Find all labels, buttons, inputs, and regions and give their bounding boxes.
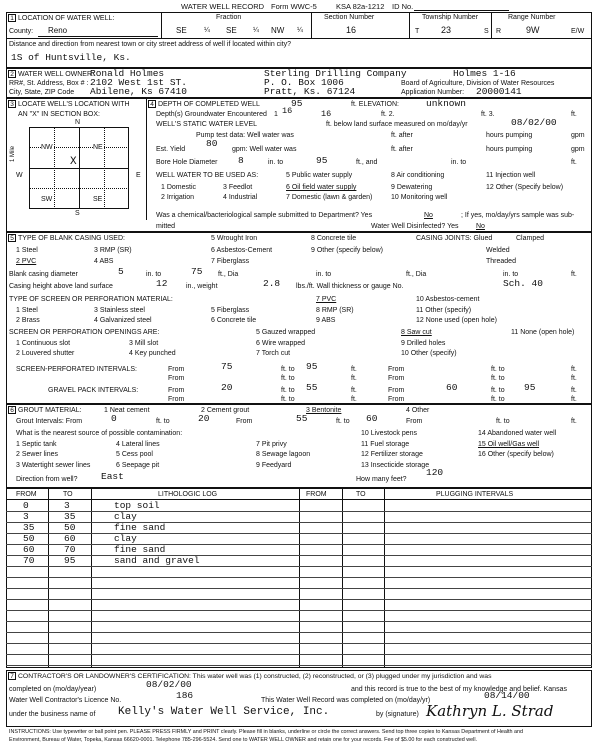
board-label: Board of Agriculture, Division of Water Resources <box>401 80 555 87</box>
static-level-mid: ft. below land surface measured on mo/day/yr <box>326 121 468 128</box>
casing-wrought-iron: 5 Wrought Iron <box>211 235 258 242</box>
form-number: Form WWC-5 <box>271 2 317 11</box>
address-label: RR#, St. Address, Box # : <box>9 80 89 87</box>
gravel-from-4-label: From <box>388 396 405 403</box>
casing-diam-value: 5 <box>118 266 124 277</box>
disinfected-label: Water Well Disinfected? Yes <box>371 223 459 230</box>
address-value: 2102 West 1st ST. <box>90 77 187 88</box>
opening-torch: 7 Torch cut <box>256 350 291 357</box>
quadrant-nw: NW <box>41 144 53 151</box>
casing-weight-value: 2.8 <box>263 278 281 289</box>
grout-to-2: 60 <box>366 413 378 424</box>
license-label: Water Well Contractor's Licence No. <box>9 697 122 704</box>
opening-wire: 6 Wire wrapped <box>256 340 306 347</box>
gravel-to-4-label: ft. to <box>491 396 505 403</box>
casing-concrete: 8 Concrete tile <box>311 235 357 242</box>
casing-dia-2: ft., Dia <box>406 271 427 278</box>
casing-asbestos: 6 Asbestos-Cement <box>211 247 273 254</box>
yield-value: 80 <box>206 138 218 149</box>
certification-text: CONTRACTOR'S OR LANDOWNER'S CERTIFICATION: This water well was (1) constructed, (2) reconstructed, or (3) plugged under my jurisdiction and was <box>18 673 492 680</box>
groundwater-1-label: 1 <box>274 111 278 118</box>
contam-insecticide: 13 Insecticide storage <box>361 462 430 469</box>
groundwater-3-label: ft. 3. <box>481 111 495 118</box>
disinfected-no: No <box>476 223 485 230</box>
compass-w: W <box>16 172 23 179</box>
screen-fiberglass: 5 Fiberglass <box>211 307 250 314</box>
gravel-ft-4: ft. <box>571 396 577 403</box>
owner-2-value: Sterling Drilling Company <box>264 68 407 79</box>
grout-other: 4 Other <box>406 407 430 414</box>
signature-label: by (signature) <box>376 711 419 718</box>
perf-to-4-label: ft. to <box>491 375 505 382</box>
plug-header-from: FROM <box>306 491 327 498</box>
form-title: WATER WELL RECORD <box>181 2 265 11</box>
township-s: S <box>484 28 489 35</box>
casing-height-value: 12 <box>156 278 168 289</box>
grout-to-3-label: ft. to <box>496 418 510 425</box>
perf-from-2-label: From <box>388 366 405 373</box>
bore-in-to: in. to <box>268 159 284 166</box>
grout-from-3-label: From <box>406 418 423 425</box>
contam-watertight-sewer: 3 Watertight sewer lines <box>16 462 91 469</box>
opening-louvered: 2 Louvered shutter <box>16 350 75 357</box>
certification-text-2: and this record is true to the best of my knowledge and belief. Kansas <box>351 686 567 693</box>
fraction-2: SE <box>226 26 237 35</box>
opening-key-punched: 4 Key punched <box>129 350 176 357</box>
opening-saw-cut-selected: 8 Saw cut <box>401 329 432 336</box>
contam-seepage: 6 Seepage pit <box>116 462 160 469</box>
license-number: 186 <box>176 690 194 701</box>
bore-ft: ft. <box>571 159 577 166</box>
casing-diam-label: Blank casing diameter <box>9 271 78 278</box>
application-number: 20000141 <box>476 86 522 97</box>
perf-ft-2: ft. <box>571 366 577 373</box>
section-6-number: 6 <box>8 406 16 414</box>
use-dewatering: 9 Dewatering <box>391 184 433 191</box>
howmany-value: 120 <box>426 467 444 478</box>
log-cell-from: 0 <box>23 500 29 511</box>
use-lawn-garden: 7 Domestic (lawn & garden) <box>286 194 373 201</box>
log-cell-desc: fine sand <box>114 544 166 555</box>
signature: Kathryn L. Strad <box>426 702 554 720</box>
casing-dia-1: ft., Dia <box>218 271 239 278</box>
casing-weight-label: in., weight <box>186 283 218 290</box>
log-cell-desc: sand and gravel <box>114 555 200 566</box>
yield-gpm: gpm <box>571 146 585 153</box>
elevation-label: ft. ELEVATION: <box>351 101 399 108</box>
use-label: WELL WATER TO BE USED AS: <box>156 172 259 179</box>
gravel-to-3-label: ft. to <box>281 396 295 403</box>
groundwater-ft: ft. <box>571 111 577 118</box>
direction-value: East <box>101 471 124 482</box>
joints-label: CASING JOINTS: Glued <box>416 235 493 242</box>
application-label: Application Number: <box>401 89 465 96</box>
casing-steel: 1 Steel <box>16 247 38 254</box>
opening-continuous: 1 Continuous slot <box>16 340 71 347</box>
business-label: under the business name of <box>9 711 96 718</box>
gravel-to-2-label: ft. to <box>491 387 505 394</box>
grout-intervals-label: Grout Intervals: From <box>16 418 83 425</box>
joints-welded: Welded <box>486 247 510 254</box>
section-number: 16 <box>346 25 357 35</box>
joints-threaded: Threaded <box>486 258 516 265</box>
lease-name: Holmes 1-16 <box>453 68 516 79</box>
gravel-to-1: 55 <box>306 382 318 393</box>
contam-other: 16 Other (specify below) <box>478 451 554 458</box>
log-cell-from: 3 <box>23 511 29 522</box>
gravel-intervals-label: GRAVEL PACK INTERVALS: <box>48 387 139 394</box>
perf-to-label: ft. to <box>281 366 295 373</box>
locate-label: LOCATE WELL'S LOCATION WITH <box>18 101 130 108</box>
instructions-line-2: Environment, Bureau of Water, Topeka, Kansas 66620-0001. Telephone 785-296-5524. Send one to WATER WELL OWNER and retain one for your records. Fee of $5.00 for each constructed well. <box>9 737 478 743</box>
casing-in-to-3: in. to <box>503 271 519 278</box>
screen-galvanized: 4 Galvanized steel <box>94 317 152 324</box>
log-cell-desc: fine sand <box>114 522 166 533</box>
screen-concrete: 6 Concrete tile <box>211 317 257 324</box>
range-number: 9W <box>526 25 540 35</box>
perf-ft-3: ft. <box>351 375 357 382</box>
opening-gauzed: 5 Gauzed wrapped <box>256 329 316 336</box>
bore-value: 8 <box>238 155 244 166</box>
perf-ft: ft. <box>351 366 357 373</box>
well-location-x: X <box>70 156 77 168</box>
depth-value: 95 <box>291 98 303 109</box>
perf-from-3-label: From <box>168 375 185 382</box>
casing-abs: 4 ABS <box>94 258 114 265</box>
use-other: 12 Other (Specify below) <box>486 184 564 191</box>
distance-value: 1S of Huntsville, Ks. <box>11 52 131 63</box>
contam-septic: 1 Septic tank <box>16 441 57 448</box>
gravel-from-2: 60 <box>446 382 458 393</box>
gravel-ft: ft. <box>351 387 357 394</box>
compass-n: N <box>75 119 81 126</box>
log-header-to: TO <box>63 491 73 498</box>
contam-fertilizer: 12 Fertilizer storage <box>361 451 423 458</box>
contam-lateral: 4 Lateral lines <box>116 441 160 448</box>
county-label: County: <box>9 28 34 35</box>
log-cell-to: 3 <box>64 500 70 511</box>
use-feedlot: 3 Feedlot <box>223 184 253 191</box>
gravel-from-3-label: From <box>168 396 185 403</box>
opening-none: 11 None (open hole) <box>511 329 575 336</box>
screen-label: TYPE OF SCREEN OR PERFORATION MATERIAL: <box>9 296 173 303</box>
pump-hours: hours pumping <box>486 132 533 139</box>
section-1-number: 1 <box>8 14 16 22</box>
contam-abandoned-well: 14 Abandoned water well <box>478 430 557 437</box>
quarter-2: ¼ <box>253 27 259 34</box>
section-2-number: 2 <box>8 70 16 78</box>
grout-bentonite-selected: 3 Bentonite <box>306 407 342 414</box>
city-value: Abilene, Ks 67410 <box>90 86 187 97</box>
elevation-value: unknown <box>426 98 466 109</box>
casing-diam-to: 75 <box>191 266 203 277</box>
id-number-label: ID No. <box>392 2 414 11</box>
openings-label: SCREEN OR PERFORATION OPENINGS ARE: <box>9 329 160 336</box>
howmany-label: How many feet? <box>356 476 407 483</box>
location-label: LOCATION OF WATER WELL: <box>18 15 115 22</box>
yield-ft-after: ft. after <box>391 146 413 153</box>
groundwater-1-extra: 16 <box>321 109 332 119</box>
fraction-label: Fraction <box>216 14 242 21</box>
gravel-from-label: From <box>168 387 185 394</box>
township-t: T <box>415 28 420 35</box>
pump-ft-after: ft. after <box>391 132 413 139</box>
casing-weight-unit: lbs./ft. Wall thickness or gauge No. <box>296 283 404 290</box>
quadrant-ne: NE <box>93 144 103 151</box>
contam-oil-gas-selected: 15 Oil well/Gas well <box>478 441 540 448</box>
plug-header-to: TO <box>356 491 366 498</box>
quadrant-se: SE <box>93 196 103 203</box>
compass-s: S <box>75 210 80 217</box>
owner-label: WATER WELL OWNER: <box>18 71 94 78</box>
grout-to-label: ft. to <box>156 418 170 425</box>
casing-in-to-2: in. to <box>316 271 332 278</box>
casing-label: TYPE OF BLANK CASING USED: <box>18 235 125 242</box>
quadrant-sw: SW <box>41 196 53 203</box>
ksa-reference: KSA 82a-1212 <box>336 2 385 11</box>
log-cell-from: 60 <box>23 544 35 555</box>
gravel-to-2: 95 <box>524 382 536 393</box>
use-industrial: 4 Industrial <box>223 194 258 201</box>
screen-brass: 2 Brass <box>16 317 40 324</box>
range-label: Range Number <box>508 14 556 21</box>
casing-other: 9 Other (specify below) <box>311 247 383 254</box>
groundwater-1-value: 16 <box>282 106 293 116</box>
casing-ft: ft. <box>571 271 577 278</box>
record-completed-date: 08/14/00 <box>484 690 530 701</box>
casing-fiberglass: 7 Fiberglass <box>211 258 250 265</box>
casing-in-to: in. to <box>146 271 162 278</box>
section-3-number: 3 <box>8 100 16 108</box>
gravel-ft-2: ft. <box>571 387 577 394</box>
county-value: Reno <box>48 26 68 35</box>
bore-to-value: 95 <box>316 155 328 166</box>
yield-label: Est. Yield <box>156 146 186 153</box>
log-cell-from: 35 <box>23 522 35 533</box>
bore-ft-and: ft., and <box>356 159 378 166</box>
contam-pit-privy: 7 Pit privy <box>256 441 287 448</box>
bore-in-to-2: in. to <box>451 159 467 166</box>
contamination-label: What is the nearest source of possible contamination: <box>16 430 183 437</box>
contam-feedyard: 9 Feedyard <box>256 462 292 469</box>
screen-none: 12 None used (open hole) <box>416 317 497 324</box>
log-cell-from: 70 <box>23 555 35 566</box>
quarter-1: ¼ <box>204 27 210 34</box>
fraction-1: SE <box>176 26 187 35</box>
log-cell-to: 35 <box>64 511 76 522</box>
grout-from-2: 55 <box>296 413 308 424</box>
perf-from-value: 75 <box>221 361 233 372</box>
log-cell-from: 50 <box>23 533 35 544</box>
groundwater-label: Depth(s) Groundwater Encountered <box>156 111 267 118</box>
gravel-ft-3: ft. <box>351 396 357 403</box>
township-number: 23 <box>441 25 452 35</box>
opening-drilled: 9 Drilled holes <box>401 340 446 347</box>
section-number-label: Section Number <box>324 14 375 21</box>
section-4-number: 4 <box>148 100 156 108</box>
screen-rmp: 8 RMP (SR) <box>316 307 354 314</box>
screen-steel: 1 Steel <box>16 307 38 314</box>
grout-from-2-label: From <box>236 418 253 425</box>
chem-mitted: mitted <box>156 223 176 230</box>
completed-date: 08/02/00 <box>146 679 192 690</box>
perf-from-4-label: From <box>388 375 405 382</box>
perf-to-2-label: ft. to <box>491 366 505 373</box>
water-well-record-form <box>6 2 592 747</box>
range-ew: E/W <box>571 28 585 35</box>
compass-e: E <box>136 172 141 179</box>
perf-to-3-label: ft. to <box>281 375 295 382</box>
city-2-value: Pratt, Ks. 67124 <box>264 86 356 97</box>
section-5-number: 5 <box>8 234 16 242</box>
grout-cement-grout: 2 Cement grout <box>201 407 250 414</box>
mile-label: 1 Mile <box>10 145 16 162</box>
log-cell-to: 95 <box>64 555 76 566</box>
log-cell-to: 60 <box>64 533 76 544</box>
use-air-conditioning: 8 Air conditioning <box>391 172 445 179</box>
grout-to-2-label: ft. to <box>336 418 350 425</box>
contam-lagoon: 8 Sewage lagoon <box>256 451 311 458</box>
screen-abs: 9 ABS <box>316 317 336 324</box>
static-date-value: 08/02/00 <box>511 117 557 128</box>
gravel-from-1: 20 <box>221 382 233 393</box>
static-level-label: WELL'S STATIC WATER LEVEL <box>156 121 258 128</box>
locate-label-2: AN "X" IN SECTION BOX: <box>18 111 100 118</box>
casing-gauge-value: Sch. 40 <box>503 278 543 289</box>
groundwater-2-label: ft. 2. <box>381 111 395 118</box>
perf-intervals-label: SCREEN-PERFORATED INTERVALS: <box>16 366 137 373</box>
log-cell-to: 70 <box>64 544 76 555</box>
opening-other: 10 Other (specify) <box>401 350 457 357</box>
pump-gpm: gpm <box>571 132 585 139</box>
casing-pvc-selected: 2 PVC <box>16 258 37 265</box>
instructions-line-1: INSTRUCTIONS: Use typewriter or ball point pen. PLEASE PRESS FIRMLY and PRINT clearly. Please fill in blanks, underline or circle the correct answers. Send top three copies to Kansas Department of Health and <box>9 729 524 735</box>
use-domestic: 1 Domestic <box>161 184 197 191</box>
township-label: Township Number <box>422 14 479 21</box>
contam-cess-pool: 5 Cess pool <box>116 451 153 458</box>
casing-height-label: Casing height above land surface <box>9 283 113 290</box>
depth-label: DEPTH OF COMPLETED WELL <box>158 101 260 108</box>
log-header-lithologic: LITHOLOGIC LOG <box>158 491 218 498</box>
chem-if-yes: ; If yes, mo/day/yrs sample was sub- <box>461 212 575 219</box>
joints-clamped: Clamped <box>516 235 545 242</box>
log-cell-to: 50 <box>64 522 76 533</box>
range-r: R <box>496 28 502 35</box>
yield-mid: gpm: Well water was <box>232 146 297 153</box>
grout-from-1: 0 <box>111 413 117 424</box>
business-name: Kelly's Water Well Service, Inc. <box>118 706 330 718</box>
contam-sewer: 2 Sewer lines <box>16 451 59 458</box>
grout-ft: ft. <box>571 418 577 425</box>
grout-label: GROUT MATERIAL: <box>18 407 82 414</box>
screen-other: 11 Other (specify) <box>416 307 472 314</box>
pump-test-label: Pump test data: Well water was <box>196 132 294 139</box>
section-7-number: 7 <box>8 672 16 680</box>
grout-neat-cement: 1 Neat cement <box>104 407 150 414</box>
perf-from-label: From <box>168 366 185 373</box>
distance-label: Distance and direction from nearest town or city street address of well if located within city? <box>9 41 292 48</box>
gravel-to-label: ft. to <box>281 387 295 394</box>
screen-pvc-selected: 7 PVC <box>316 296 337 303</box>
use-public-water: 5 Public water supply <box>286 172 353 179</box>
record-completed-label: This Water Well Record was completed on (mo/day/yr) <box>261 697 431 704</box>
city-label: City, State, ZIP Code <box>9 89 75 96</box>
opening-mill-slot: 3 Mill slot <box>129 340 159 347</box>
perf-to-value: 95 <box>306 361 318 372</box>
po-box-value: P. O. Box 1006 <box>264 77 344 88</box>
use-injection: 11 Injection well <box>486 172 536 179</box>
fraction-3: NW <box>271 26 285 35</box>
screen-asbestos: 10 Asbestos-cement <box>416 296 480 303</box>
contam-livestock: 10 Livestock pens <box>361 430 418 437</box>
casing-rmp: 3 RMP (SR) <box>94 247 132 254</box>
chem-no: No <box>424 212 433 219</box>
owner-value: Ronald Holmes <box>90 68 165 79</box>
use-monitoring: 10 Monitoring well <box>391 194 448 201</box>
use-oil-field-selected: 6 Oil field water supply <box>286 184 357 191</box>
direction-label: Direction from well? <box>16 476 78 483</box>
use-irrigation: 2 Irrigation <box>161 194 195 201</box>
perf-ft-4: ft. <box>571 375 577 382</box>
completed-label: completed on (mo/day/year) <box>9 686 97 693</box>
chem-sample-label: Was a chemical/bacteriological sample submitted to Department? Yes <box>156 212 373 219</box>
screen-stainless: 3 Stainless steel <box>94 307 145 314</box>
log-cell-desc: clay <box>114 533 137 544</box>
log-cell-desc: top soil <box>114 500 160 511</box>
log-cell-desc: clay <box>114 511 137 522</box>
yield-hours: hours pumping <box>486 146 533 153</box>
gravel-from-2-label: From <box>388 387 405 394</box>
quarter-3: ¼ <box>297 27 303 34</box>
log-header-from: FROM <box>16 491 37 498</box>
bore-label: Bore Hole Diameter <box>156 159 218 166</box>
grout-to-1: 20 <box>198 413 210 424</box>
plug-header-intervals: PLUGGING INTERVALS <box>436 491 514 498</box>
contam-fuel: 11 Fuel storage <box>361 441 410 448</box>
